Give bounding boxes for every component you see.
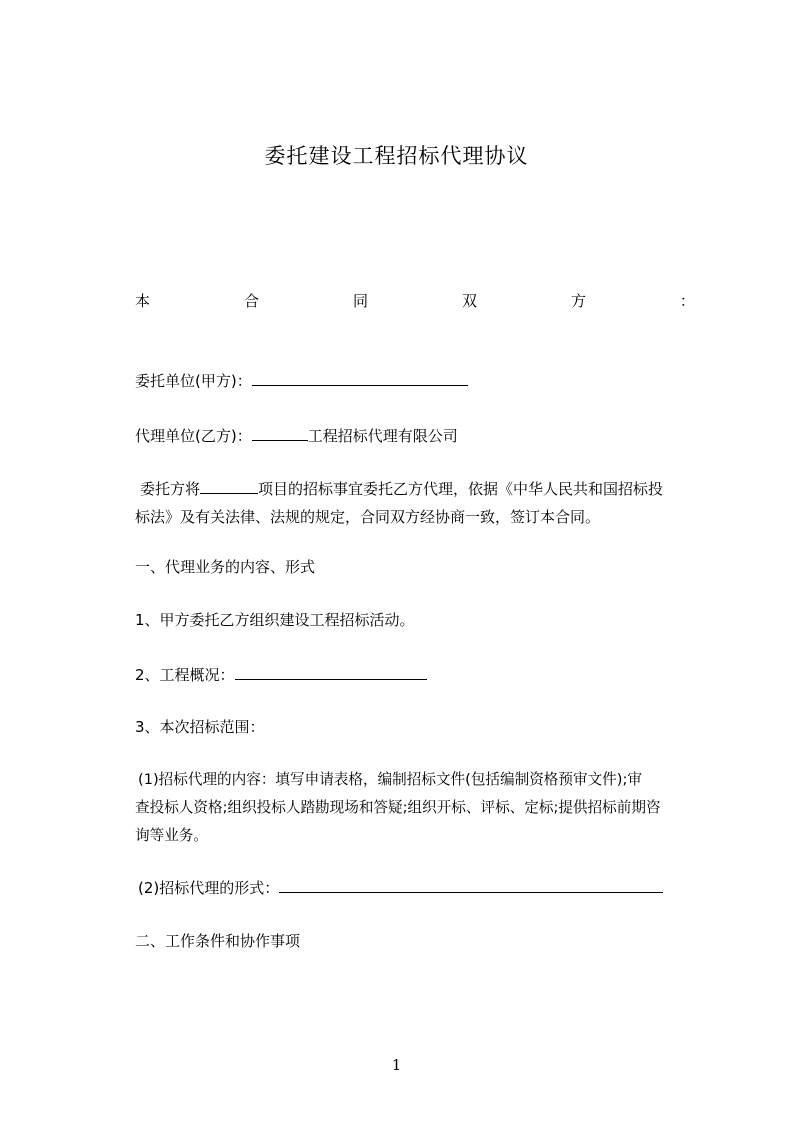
item-2-label: 2、工程概况： <box>135 666 235 684</box>
agent-label: 代理单位(乙方)： <box>135 427 252 445</box>
item-2-blank <box>235 664 427 680</box>
section1-heading: 一、代理业务的内容、形式 <box>135 558 316 576</box>
scope-content-paragraph <box>135 766 697 850</box>
intro-text-2: 项目的招标事宜委托乙方代理，依据《中华人民共和国招标投 <box>258 480 664 498</box>
client-blank <box>252 370 468 386</box>
client-label: 委托单位(甲方)： <box>135 372 252 390</box>
section2-heading: 二、工作条件和协作事项 <box>135 932 301 950</box>
intro-line-2: 标法》及有关法律、法规的规定，合同双方经协商一致，签订本合同。 <box>135 508 601 526</box>
parties-heading-char: 同 <box>352 292 368 310</box>
item-1: 1、甲方委托乙方组织建设工程招标活动。 <box>135 611 415 629</box>
agency-form-blank <box>279 877 663 893</box>
page-number: 1 <box>391 1056 402 1074</box>
agent-suffix: 工程招标代理有限公司 <box>307 427 458 445</box>
intro-blank <box>200 478 258 494</box>
item-3: 3、本次招标范围： <box>135 718 265 736</box>
client-line <box>135 370 468 391</box>
document-title: 委托建设工程招标代理协议 <box>264 144 529 168</box>
item-2 <box>135 664 427 685</box>
parties-heading-char: 方 <box>570 292 586 310</box>
scope-content-line-3: 询等业务。 <box>135 827 208 844</box>
agent-prefix-blank <box>252 425 308 441</box>
parties-heading <box>135 290 695 311</box>
scope-content-line-1: (1)招标代理的内容：填写申请表格，编制招标文件(包括编制资格预审文件);审 <box>138 771 642 788</box>
parties-heading-char: 本 <box>135 292 151 310</box>
parties-heading-char: ： <box>679 292 695 310</box>
intro-text-1: 委托方将 <box>140 480 201 498</box>
intro-paragraph <box>135 475 697 531</box>
parties-heading-char: 双 <box>461 292 477 310</box>
agent-line <box>135 425 458 446</box>
parties-heading-char: 合 <box>243 292 259 310</box>
scope-content-line-2: 查投标人资格;组织投标人踏勘现场和答疑;组织开标、评标、定标;提供招标前期咨 <box>135 799 661 816</box>
agency-form-line <box>138 877 663 898</box>
agency-form-label: (2)招标代理的形式： <box>138 879 280 897</box>
